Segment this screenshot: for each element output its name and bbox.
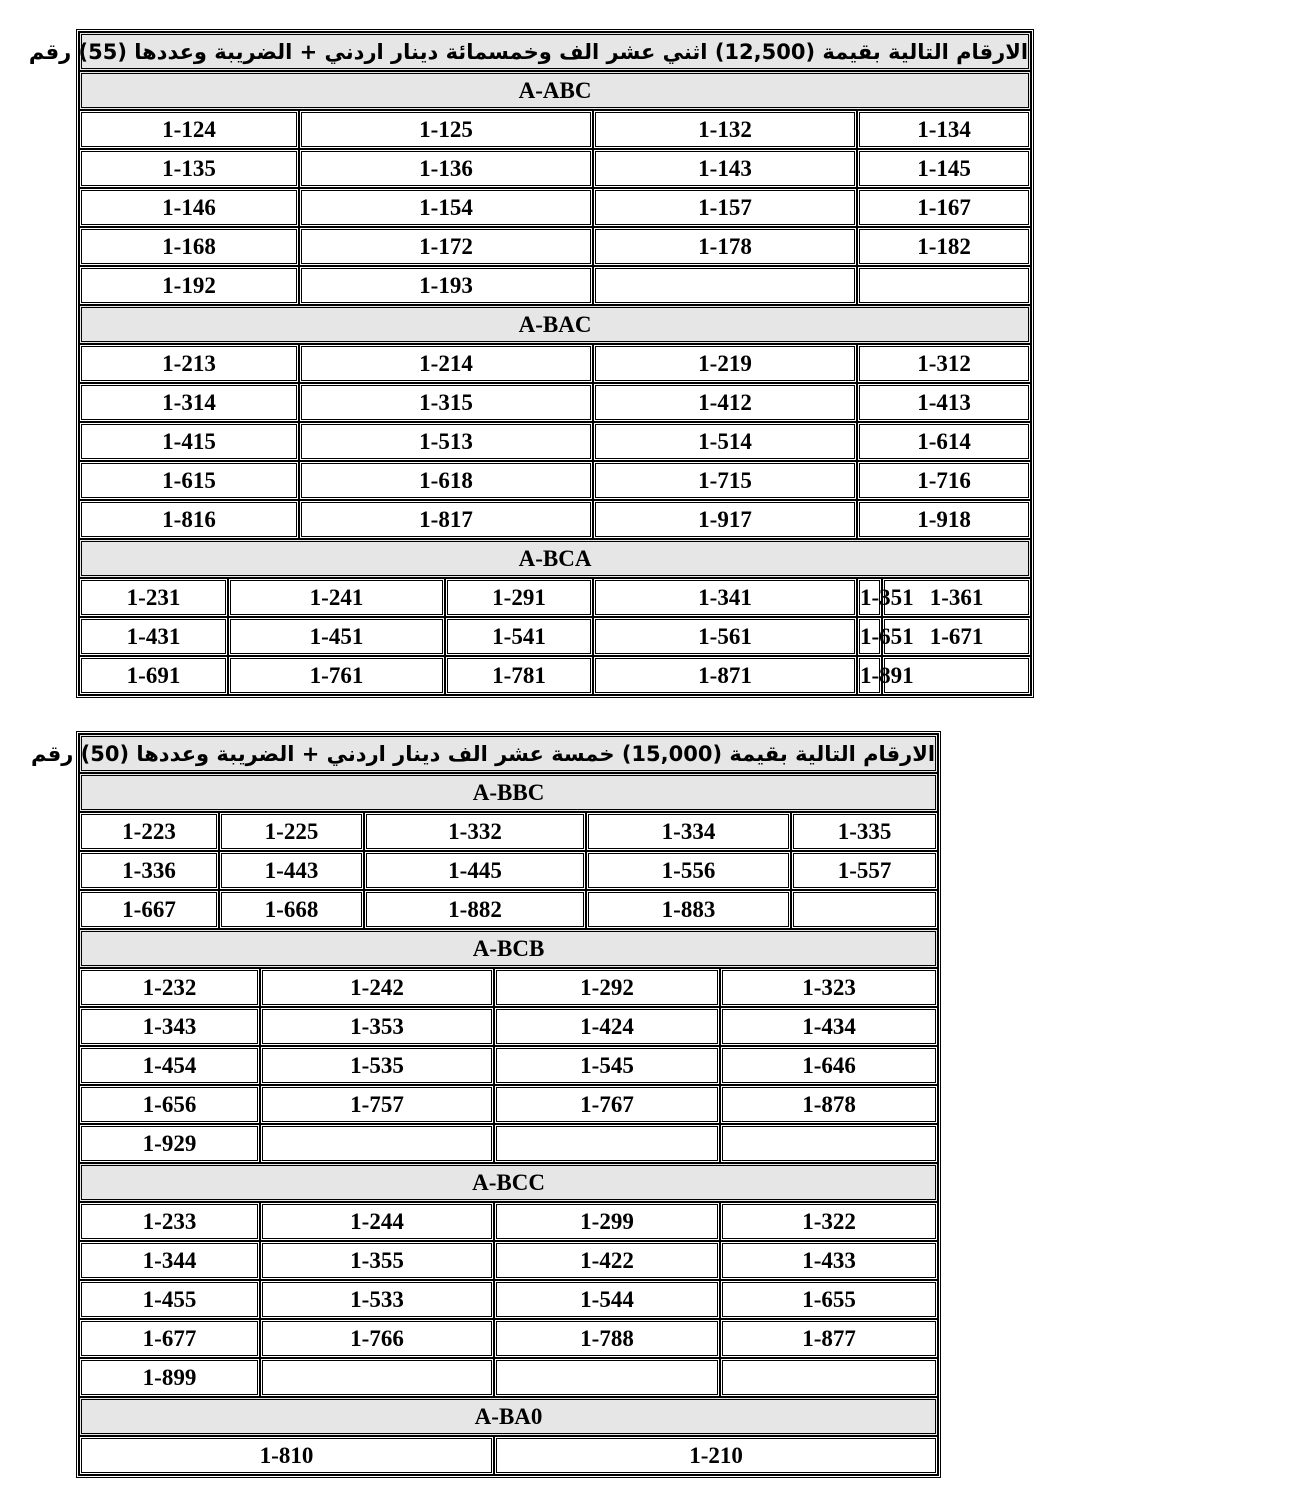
table-row bbox=[79, 890, 938, 929]
table-row bbox=[79, 500, 1031, 539]
number-cell: 1-132 bbox=[593, 110, 857, 149]
number-cell: 1-656 bbox=[79, 1085, 260, 1124]
number-cell: 1-878 bbox=[720, 1085, 938, 1124]
number-cell: 1-312 bbox=[857, 344, 1031, 383]
number-cell: 1-544 bbox=[494, 1280, 720, 1319]
number-cell: 1-146 bbox=[79, 188, 299, 227]
number-cell: 1-766 bbox=[260, 1319, 494, 1358]
table-row bbox=[79, 1358, 938, 1397]
empty-cell bbox=[720, 1124, 938, 1163]
number-cell: 1-451 bbox=[228, 617, 445, 656]
number-cell: 1-351 bbox=[857, 578, 882, 617]
number-cell: 1-445 bbox=[364, 851, 586, 890]
number-cell: 1-341 bbox=[593, 578, 857, 617]
number-cell: 1-454 bbox=[79, 1046, 260, 1085]
table-row bbox=[79, 344, 1031, 383]
number-cell: 1-182 bbox=[857, 227, 1031, 266]
table-row bbox=[79, 188, 1031, 227]
number-cell: 1-899 bbox=[79, 1358, 260, 1397]
number-cell: 1-361 bbox=[882, 578, 1031, 617]
number-cell: 1-213 bbox=[79, 344, 299, 383]
price-table-15000 bbox=[31, 731, 941, 1478]
number-cell: 1-143 bbox=[593, 149, 857, 188]
table-row bbox=[79, 149, 1031, 188]
number-cell: 1-233 bbox=[79, 1202, 260, 1241]
number-cell: 1-336 bbox=[79, 851, 219, 890]
number-cell: 1-168 bbox=[79, 227, 299, 266]
number-cell: 1-124 bbox=[79, 110, 299, 149]
table-row bbox=[79, 1241, 938, 1280]
empty-cell bbox=[720, 1358, 938, 1397]
number-cell: 1-646 bbox=[720, 1046, 938, 1085]
number-cell: 1-667 bbox=[79, 890, 219, 929]
number-cell: 1-223 bbox=[79, 812, 219, 851]
number-cell: 1-242 bbox=[260, 968, 494, 1007]
number-cell: 1-214 bbox=[299, 344, 593, 383]
number-cell: 1-157 bbox=[593, 188, 857, 227]
table-row bbox=[79, 1436, 938, 1475]
number-cell: 1-422 bbox=[494, 1241, 720, 1280]
number-cell: 1-618 bbox=[299, 461, 593, 500]
number-cell: 1-816 bbox=[79, 500, 299, 539]
number-cell: 1-514 bbox=[593, 422, 857, 461]
number-cell: 1-167 bbox=[857, 188, 1031, 227]
number-cell: 1-134 bbox=[857, 110, 1031, 149]
number-cell: 1-314 bbox=[79, 383, 299, 422]
number-cell: 1-178 bbox=[593, 227, 857, 266]
number-cell: 1-615 bbox=[79, 461, 299, 500]
number-cell: 1-210 bbox=[494, 1436, 938, 1475]
table-row bbox=[79, 1007, 938, 1046]
number-cell: 1-431 bbox=[79, 617, 228, 656]
number-cell: 1-443 bbox=[219, 851, 364, 890]
number-cell: 1-332 bbox=[364, 812, 586, 851]
table-row bbox=[79, 1319, 938, 1358]
number-cell: 1-871 bbox=[593, 656, 857, 695]
empty-cell bbox=[857, 266, 1031, 305]
number-cell: 1-125 bbox=[299, 110, 593, 149]
number-cell: 1-541 bbox=[445, 617, 593, 656]
number-cell: 1-424 bbox=[494, 1007, 720, 1046]
number-cell: 1-344 bbox=[79, 1241, 260, 1280]
number-cell: 1-244 bbox=[260, 1202, 494, 1241]
number-cell: 1-533 bbox=[260, 1280, 494, 1319]
group-header-a-bcc: A-BCC bbox=[79, 1163, 938, 1202]
group-header-a-ba0: A-BA0 bbox=[79, 1397, 938, 1436]
number-cell: 1-513 bbox=[299, 422, 593, 461]
number-cell: 1-434 bbox=[720, 1007, 938, 1046]
number-cell: 1-761 bbox=[228, 656, 445, 695]
number-cell: 1-535 bbox=[260, 1046, 494, 1085]
number-cell: 1-883 bbox=[586, 890, 791, 929]
number-cell: 1-614 bbox=[857, 422, 1031, 461]
table-row bbox=[79, 1085, 938, 1124]
number-cell: 1-322 bbox=[720, 1202, 938, 1241]
number-cell: 1-716 bbox=[857, 461, 1031, 500]
number-cell: 1-412 bbox=[593, 383, 857, 422]
number-cell: 1-193 bbox=[299, 266, 593, 305]
number-cell: 1-545 bbox=[494, 1046, 720, 1085]
table-row bbox=[79, 851, 938, 890]
number-cell: 1-767 bbox=[494, 1085, 720, 1124]
number-cell: 1-299 bbox=[494, 1202, 720, 1241]
number-cell: 1-136 bbox=[299, 149, 593, 188]
number-cell: 1-788 bbox=[494, 1319, 720, 1358]
table-row bbox=[79, 1046, 938, 1085]
number-cell: 1-145 bbox=[857, 149, 1031, 188]
table-title: الارقام التالية بقيمة (12,500) اثني عشر الف وخمسمائة دينار اردني + الضريبة وعددها (55) رقم bbox=[79, 32, 1031, 71]
number-cell: 1-219 bbox=[593, 344, 857, 383]
number-cell: 1-343 bbox=[79, 1007, 260, 1046]
empty-cell bbox=[593, 266, 857, 305]
number-cell: 1-455 bbox=[79, 1280, 260, 1319]
empty-cell bbox=[494, 1124, 720, 1163]
number-cell: 1-315 bbox=[299, 383, 593, 422]
table-row bbox=[79, 1124, 938, 1163]
number-cell: 1-353 bbox=[260, 1007, 494, 1046]
number-cell: 1-668 bbox=[219, 890, 364, 929]
number-cell: 1-192 bbox=[79, 266, 299, 305]
empty-cell bbox=[791, 890, 938, 929]
number-cell: 1-561 bbox=[593, 617, 857, 656]
number-cell: 1-225 bbox=[219, 812, 364, 851]
empty-cell bbox=[260, 1358, 494, 1397]
group-header-a-bac: A-BAC bbox=[79, 305, 1031, 344]
number-cell: 1-715 bbox=[593, 461, 857, 500]
number-cell: 1-882 bbox=[364, 890, 586, 929]
number-cell: 1-291 bbox=[445, 578, 593, 617]
number-cell: 1-655 bbox=[720, 1280, 938, 1319]
number-cell: 1-671 bbox=[882, 617, 1031, 656]
empty-cell bbox=[260, 1124, 494, 1163]
table-row bbox=[79, 422, 1031, 461]
table-row bbox=[79, 383, 1031, 422]
table-title: الارقام التالية بقيمة (15,000) خمسة عشر الف دينار اردني + الضريبة وعددها (50) رقم bbox=[79, 734, 938, 773]
group-header-a-abc: A-ABC bbox=[79, 71, 1031, 110]
table-row bbox=[79, 968, 938, 1007]
number-cell: 1-817 bbox=[299, 500, 593, 539]
table-row bbox=[79, 266, 1031, 305]
number-cell: 1-651 bbox=[857, 617, 882, 656]
number-cell: 1-172 bbox=[299, 227, 593, 266]
number-cell: 1-781 bbox=[445, 656, 593, 695]
number-cell: 1-323 bbox=[720, 968, 938, 1007]
number-cell: 1-334 bbox=[586, 812, 791, 851]
number-cell: 1-241 bbox=[228, 578, 445, 617]
table-row bbox=[79, 578, 1031, 617]
number-cell: 1-891 bbox=[857, 656, 882, 695]
table-row bbox=[79, 227, 1031, 266]
number-cell: 1-677 bbox=[79, 1319, 260, 1358]
table-row bbox=[79, 617, 1031, 656]
group-header-a-bca: A-BCA bbox=[79, 539, 1031, 578]
table-row bbox=[79, 461, 1031, 500]
number-cell: 1-154 bbox=[299, 188, 593, 227]
group-header-a-bcb: A-BCB bbox=[79, 929, 938, 968]
number-cell: 1-556 bbox=[586, 851, 791, 890]
number-cell: 1-433 bbox=[720, 1241, 938, 1280]
price-table-12500 bbox=[28, 29, 1034, 698]
table-row bbox=[79, 110, 1031, 149]
number-cell: 1-415 bbox=[79, 422, 299, 461]
table-row bbox=[79, 1202, 938, 1241]
number-cell: 1-929 bbox=[79, 1124, 260, 1163]
number-cell: 1-335 bbox=[791, 812, 938, 851]
number-cell: 1-292 bbox=[494, 968, 720, 1007]
number-cell: 1-355 bbox=[260, 1241, 494, 1280]
table-row bbox=[79, 812, 938, 851]
number-cell: 1-917 bbox=[593, 500, 857, 539]
number-cell: 1-691 bbox=[79, 656, 228, 695]
number-cell: 1-557 bbox=[791, 851, 938, 890]
empty-cell bbox=[494, 1358, 720, 1397]
number-cell: 1-918 bbox=[857, 500, 1031, 539]
table-row bbox=[79, 656, 1031, 695]
number-cell: 1-231 bbox=[79, 578, 228, 617]
table-row bbox=[79, 1280, 938, 1319]
number-cell: 1-757 bbox=[260, 1085, 494, 1124]
number-cell: 1-413 bbox=[857, 383, 1031, 422]
group-header-a-bbc: A-BBC bbox=[79, 773, 938, 812]
number-cell: 1-877 bbox=[720, 1319, 938, 1358]
number-cell: 1-135 bbox=[79, 149, 299, 188]
number-cell: 1-232 bbox=[79, 968, 260, 1007]
number-cell: 1-810 bbox=[79, 1436, 494, 1475]
